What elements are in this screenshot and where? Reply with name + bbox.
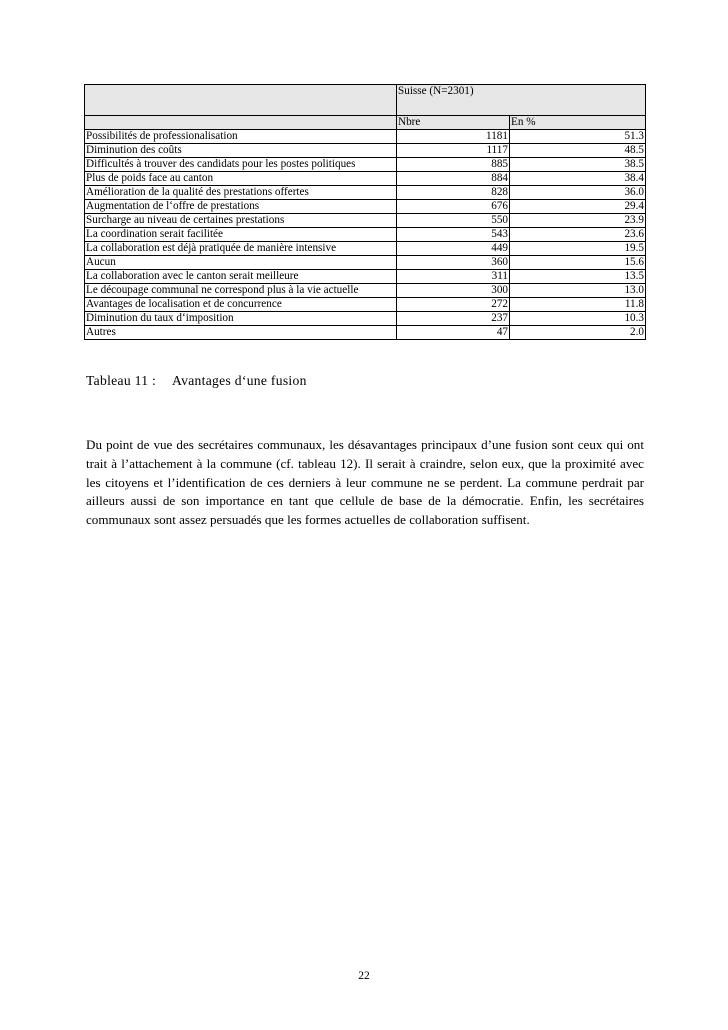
row-pct-cell: 10.3: [510, 312, 646, 326]
row-pct-cell: 2.0: [510, 326, 646, 340]
row-pct-cell: 23.6: [510, 228, 646, 242]
caption-title: Avantages d‘une fusion: [172, 373, 307, 388]
row-label-cell: Amélioration de la qualité des prestations offertes: [85, 186, 397, 200]
table-row: [85, 172, 646, 186]
row-pct-cell: 13.0: [510, 284, 646, 298]
row-pct-cell: 23.9: [510, 214, 646, 228]
table-row: [85, 200, 646, 214]
row-nbre-cell: 676: [397, 200, 510, 214]
group-header-cell: Suisse (N=2301): [397, 85, 646, 116]
body-paragraph: Du point de vue des secrétaires communaux, les désavantages principaux d’une fusion sont ceux qui ont trait à l’attachement à la commune (cf. tableau 12). Il serait à craindre, selon eux, que la proximité avec les citoyens et l’identification de ces derniers à leur commune ne se perdent. La commune perdrait par ailleurs aussi de son importance en tant que cellule de base de la démocratie. Enfin, les secrétaires communaux sont assez persuadés que les formes actuelles de collaboration suffisent.: [86, 437, 644, 528]
row-nbre-cell: 550: [397, 214, 510, 228]
row-nbre-cell: 1117: [397, 144, 510, 158]
table-corner-cell: [85, 85, 397, 116]
table-row: [85, 256, 646, 270]
row-label-cell: Aucun: [85, 256, 397, 270]
row-label-cell: La collaboration avec le canton serait meilleure: [85, 270, 397, 284]
row-label-cell: Possibilités de professionalisation: [85, 130, 397, 144]
row-pct-cell: 36.0: [510, 186, 646, 200]
row-nbre-cell: 300: [397, 284, 510, 298]
row-nbre-cell: 1181: [397, 130, 510, 144]
row-pct-cell: 19.5: [510, 242, 646, 256]
table-row: [85, 298, 646, 312]
table-row: [85, 214, 646, 228]
row-nbre-cell: 360: [397, 256, 510, 270]
table-row: [85, 284, 646, 298]
caption-label: Tableau 11 :: [86, 373, 157, 388]
row-pct-cell: 29.4: [510, 200, 646, 214]
table-row: [85, 144, 646, 158]
row-label-cell: La coordination serait facilitée: [85, 228, 397, 242]
row-pct-cell: 48.5: [510, 144, 646, 158]
row-label-cell: Diminution du taux d‘imposition: [85, 312, 397, 326]
row-label-cell: Surcharge au niveau de certaines prestations: [85, 214, 397, 228]
row-nbre-cell: 828: [397, 186, 510, 200]
column-header-nbre: Nbre: [397, 116, 510, 130]
table-row: [85, 158, 646, 172]
table-row: [85, 228, 646, 242]
row-pct-cell: 15.6: [510, 256, 646, 270]
row-nbre-cell: 47: [397, 326, 510, 340]
row-pct-cell: 11.8: [510, 298, 646, 312]
row-nbre-cell: 884: [397, 172, 510, 186]
row-label-cell: Diminution des coûts: [85, 144, 397, 158]
table-label-header-cell: [85, 116, 397, 130]
advantages-table-container: [84, 84, 646, 340]
row-label-cell: Avantages de localisation et de concurrence: [85, 298, 397, 312]
table-group-header-row: [85, 85, 646, 116]
row-nbre-cell: 311: [397, 270, 510, 284]
row-label-cell: Le découpage communal ne correspond plus à la vie actuelle: [85, 284, 397, 298]
row-nbre-cell: 449: [397, 242, 510, 256]
column-header-pct: En %: [510, 116, 646, 130]
row-label-cell: Difficultés à trouver des candidats pour les postes politiques: [85, 158, 397, 172]
table-caption: [86, 373, 307, 389]
advantages-table: [84, 84, 646, 340]
row-pct-cell: 13.5: [510, 270, 646, 284]
row-nbre-cell: 885: [397, 158, 510, 172]
table-row: [85, 186, 646, 200]
row-label-cell: Plus de poids face au canton: [85, 172, 397, 186]
table-row: [85, 270, 646, 284]
row-pct-cell: 51.3: [510, 130, 646, 144]
row-pct-cell: 38.5: [510, 158, 646, 172]
row-nbre-cell: 272: [397, 298, 510, 312]
row-nbre-cell: 237: [397, 312, 510, 326]
table-column-header-row: [85, 116, 646, 130]
table-row: [85, 242, 646, 256]
row-pct-cell: 38.4: [510, 172, 646, 186]
page-number: 22: [358, 970, 370, 982]
row-label-cell: La collaboration est déjà pratiquée de manière intensive: [85, 242, 397, 256]
row-label-cell: Autres: [85, 326, 397, 340]
table-row: [85, 326, 646, 340]
table-row: [85, 312, 646, 326]
table-row: [85, 130, 646, 144]
row-nbre-cell: 543: [397, 228, 510, 242]
row-label-cell: Augmentation de l‘offre de prestations: [85, 200, 397, 214]
